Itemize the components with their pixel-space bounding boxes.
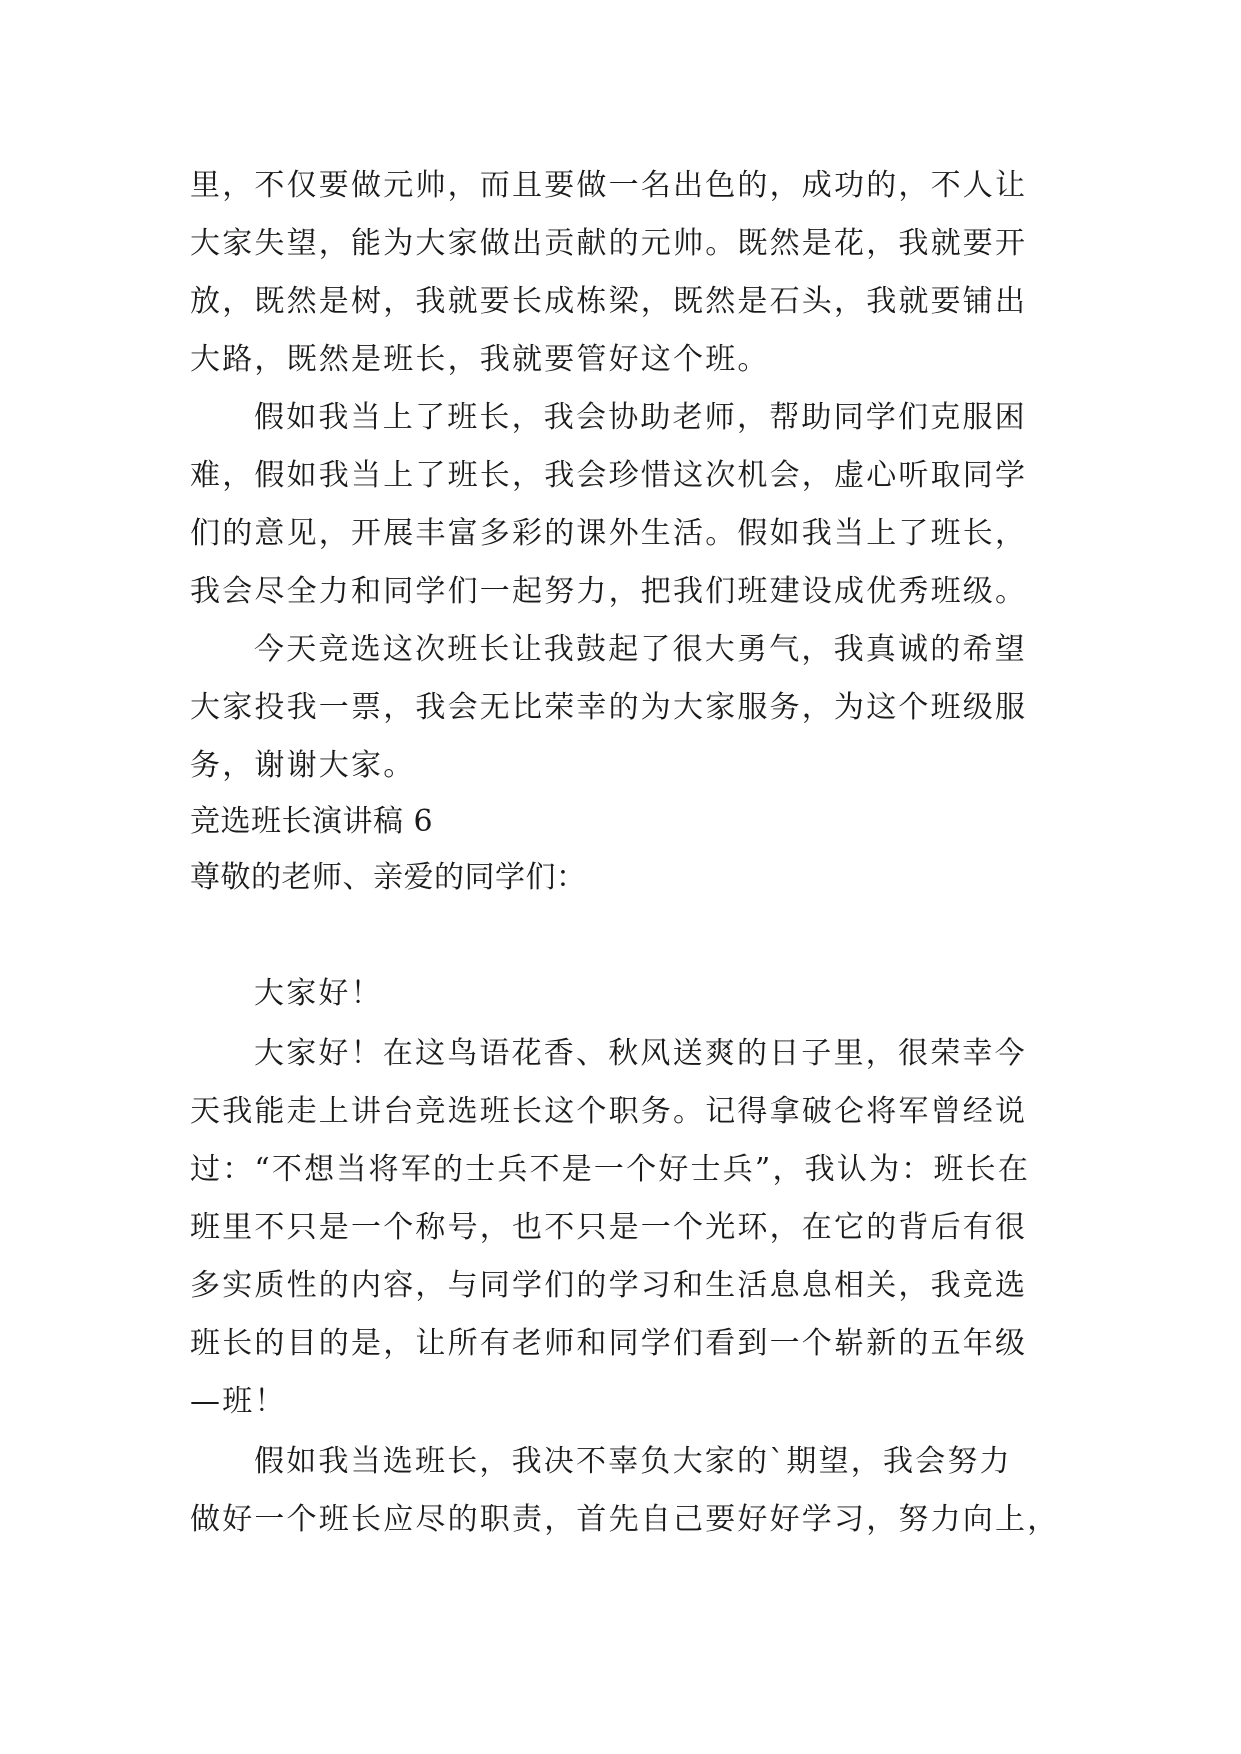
paragraph-line: 大家失望，能为大家做出贡献的元帅。既然是花，我就要开 xyxy=(190,226,1028,261)
greeting: 大家好！ xyxy=(254,976,383,1011)
paragraph-line: 假如我当选班长，我决不辜负大家的`期望，我会努力 xyxy=(254,1444,1012,1479)
paragraph-line: 大家投我一票，我会无比荣幸的为大家服务，为这个班级服 xyxy=(190,690,1028,725)
paragraph-line: 我会尽全力和同学们一起努力，把我们班建设成优秀班级。 xyxy=(190,574,1028,609)
salutation: 尊敬的老师、亲爱的同学们： xyxy=(190,860,587,895)
paragraph-line: 天我能走上讲台竞选班长这个职务。记得拿破仑将军曾经说 xyxy=(190,1094,1028,1129)
paragraph-line: 大路，既然是班长，我就要管好这个班。 xyxy=(190,342,770,377)
paragraph-line: 大家好！在这鸟语花香、秋风送爽的日子里，很荣幸今 xyxy=(254,1036,1027,1071)
paragraph-line: 放，既然是树，我就要长成栋梁，既然是石头，我就要铺出 xyxy=(190,284,1028,319)
paragraph-line: 今天竞选这次班长让我鼓起了很大勇气，我真诚的希望 xyxy=(254,632,1027,667)
paragraph-line: 里，不仅要做元帅，而且要做一名出色的，成功的，不人让 xyxy=(190,168,1028,203)
paragraph-line: 班长的目的是，让所有老师和同学们看到一个崭新的五年级 xyxy=(190,1326,1028,1361)
paragraph-line: 多实质性的内容，与同学们的学习和生活息息相关，我竞选 xyxy=(190,1268,1028,1303)
paragraph-line: 做好一个班长应尽的职责，首先自己要好好学习，努力向上， xyxy=(190,1502,1060,1537)
speech-title: 竞选班长演讲稿 6 xyxy=(190,804,434,839)
paragraph-line: 难，假如我当上了班长，我会珍惜这次机会，虚心听取同学 xyxy=(190,458,1028,493)
paragraph-line: 班里不只是一个称号，也不只是一个光环，在它的背后有很 xyxy=(190,1210,1028,1245)
paragraph-line: 务，谢谢大家。 xyxy=(190,748,416,783)
paragraph-line: 假如我当上了班长，我会协助老师，帮助同学们克服困 xyxy=(254,400,1027,435)
paragraph-line: 过：“不想当将军的士兵不是一个好士兵”，我认为：班长在 xyxy=(190,1152,1031,1187)
paragraph-line: —班！ xyxy=(190,1384,287,1419)
paragraph-line: 们的意见，开展丰富多彩的课外生活。假如我当上了班长， xyxy=(190,516,1028,551)
